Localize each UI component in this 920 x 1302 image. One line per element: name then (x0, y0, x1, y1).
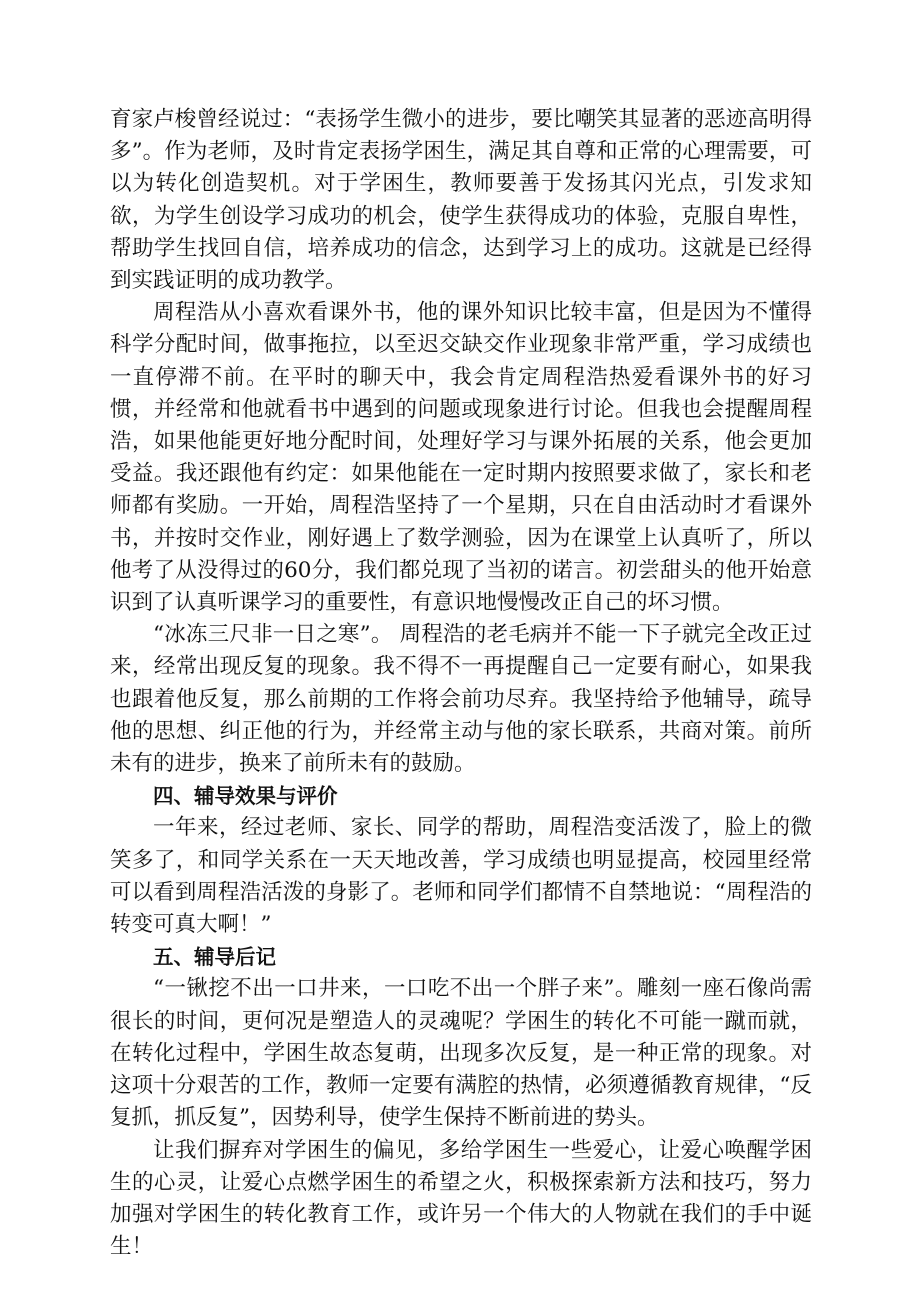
paragraph-results: 一年来，经过老师、家长、同学的帮助，周程浩变活泼了，脸上的微笑多了，和同学关系在一天天地改善，学习成绩也明显提高，校园里经常可以看到周程浩活泼的身影了。老师和同学们都情不自禁地说：“周程浩的转变可真大啊！” (110, 815, 812, 938)
paragraph-afterword-1: “一锹挖不出一口井来，一口吃不出一个胖子来”。雕刻一座石像尚需很长的时间，更何况是塑造人的灵魂呢？学困生的转化不可能一蹴而就，在转化过程中，学困生故态复萌，出现多次反复，是一种正常的现象。对这项十分艰苦的工作，教师一定要有满腔的热情，必须遵循教育规律，“反复抓，抓反复”，因势利导，使学生保持不断前进的势头。 (110, 976, 812, 1131)
paragraph-afterword-2: 让我们摒弃对学困生的偏见，多给学困生一些爱心，让爱心唤醒学困生的心灵，让爱心点燃学困生的希望之火，积极探索新方法和技巧，努力加强对学困生的转化教育工作，或许另一个伟大的人物就在我们的手中诞生！ (110, 1137, 812, 1260)
paragraph-patience: “冰冻三尺非一日之寒”。 周程浩的老毛病并不能一下子就完全改正过来，经常出现反复的现象。我不得不一再提醒自己一定要有耐心，如果我也跟着他反复，那么前期的工作将会前功尽弃。我坚持给予他辅导，疏导他的思想、纠正他的行为，并经常主动与他的家长联系，共商对策。前所未有的进步，换来了前所未有的鼓励。 (110, 622, 812, 777)
paragraph-intro-continued: 育家卢梭曾经说过：“表扬学生微小的进步，要比嘲笑其显著的恶迹高明得多”。作为老师，及时肯定表扬学困生，满足其自尊和正常的心理需要，可以为转化创造契机。对于学困生，教师要善于发扬其闪光点，引发求知欲，为学生创设学习成功的机会，使学生获得成功的体验，克服自卑性，帮助学生找回自信，培养成功的信念，达到学习上的成功。这就是已经得到实践证明的成功教学。 (110, 107, 812, 294)
document-page (110, 104, 812, 1263)
section-heading-afterword: 五、辅导后记 (153, 945, 276, 970)
section-heading-results: 四、辅导效果与评价 (153, 784, 338, 809)
paragraph-zhou-reading-habit: 周程浩从小喜欢看课外书，他的课外知识比较丰富，但是因为不懂得科学分配时间，做事拖拉，以至迟交缺交作业现象非常严重，学习成绩也一直停滞不前。在平时的聊天中，我会肯定周程浩热爱看课外书的好习惯，并经常和他就看书中遇到的问题或现象进行讨论。但我也会提醒周程浩，如果他能更好地分配时间，处理好学习与课外拓展的关系，他会更加受益。我还跟他有约定：如果他能在一定时期内按照要求做了，家长和老师都有奖励。一开始，周程浩坚持了一个星期，只在自由活动时才看课外书，并按时交作业，刚好遇上了数学测验，因为在课堂上认真听了，所以他考了从没得过的60分，我们都兑现了当初的诺言。初尝甜头的他开始意识到了认真听课学习的重要性，有意识地慢慢改正自己的坏习惯。 (110, 300, 812, 616)
